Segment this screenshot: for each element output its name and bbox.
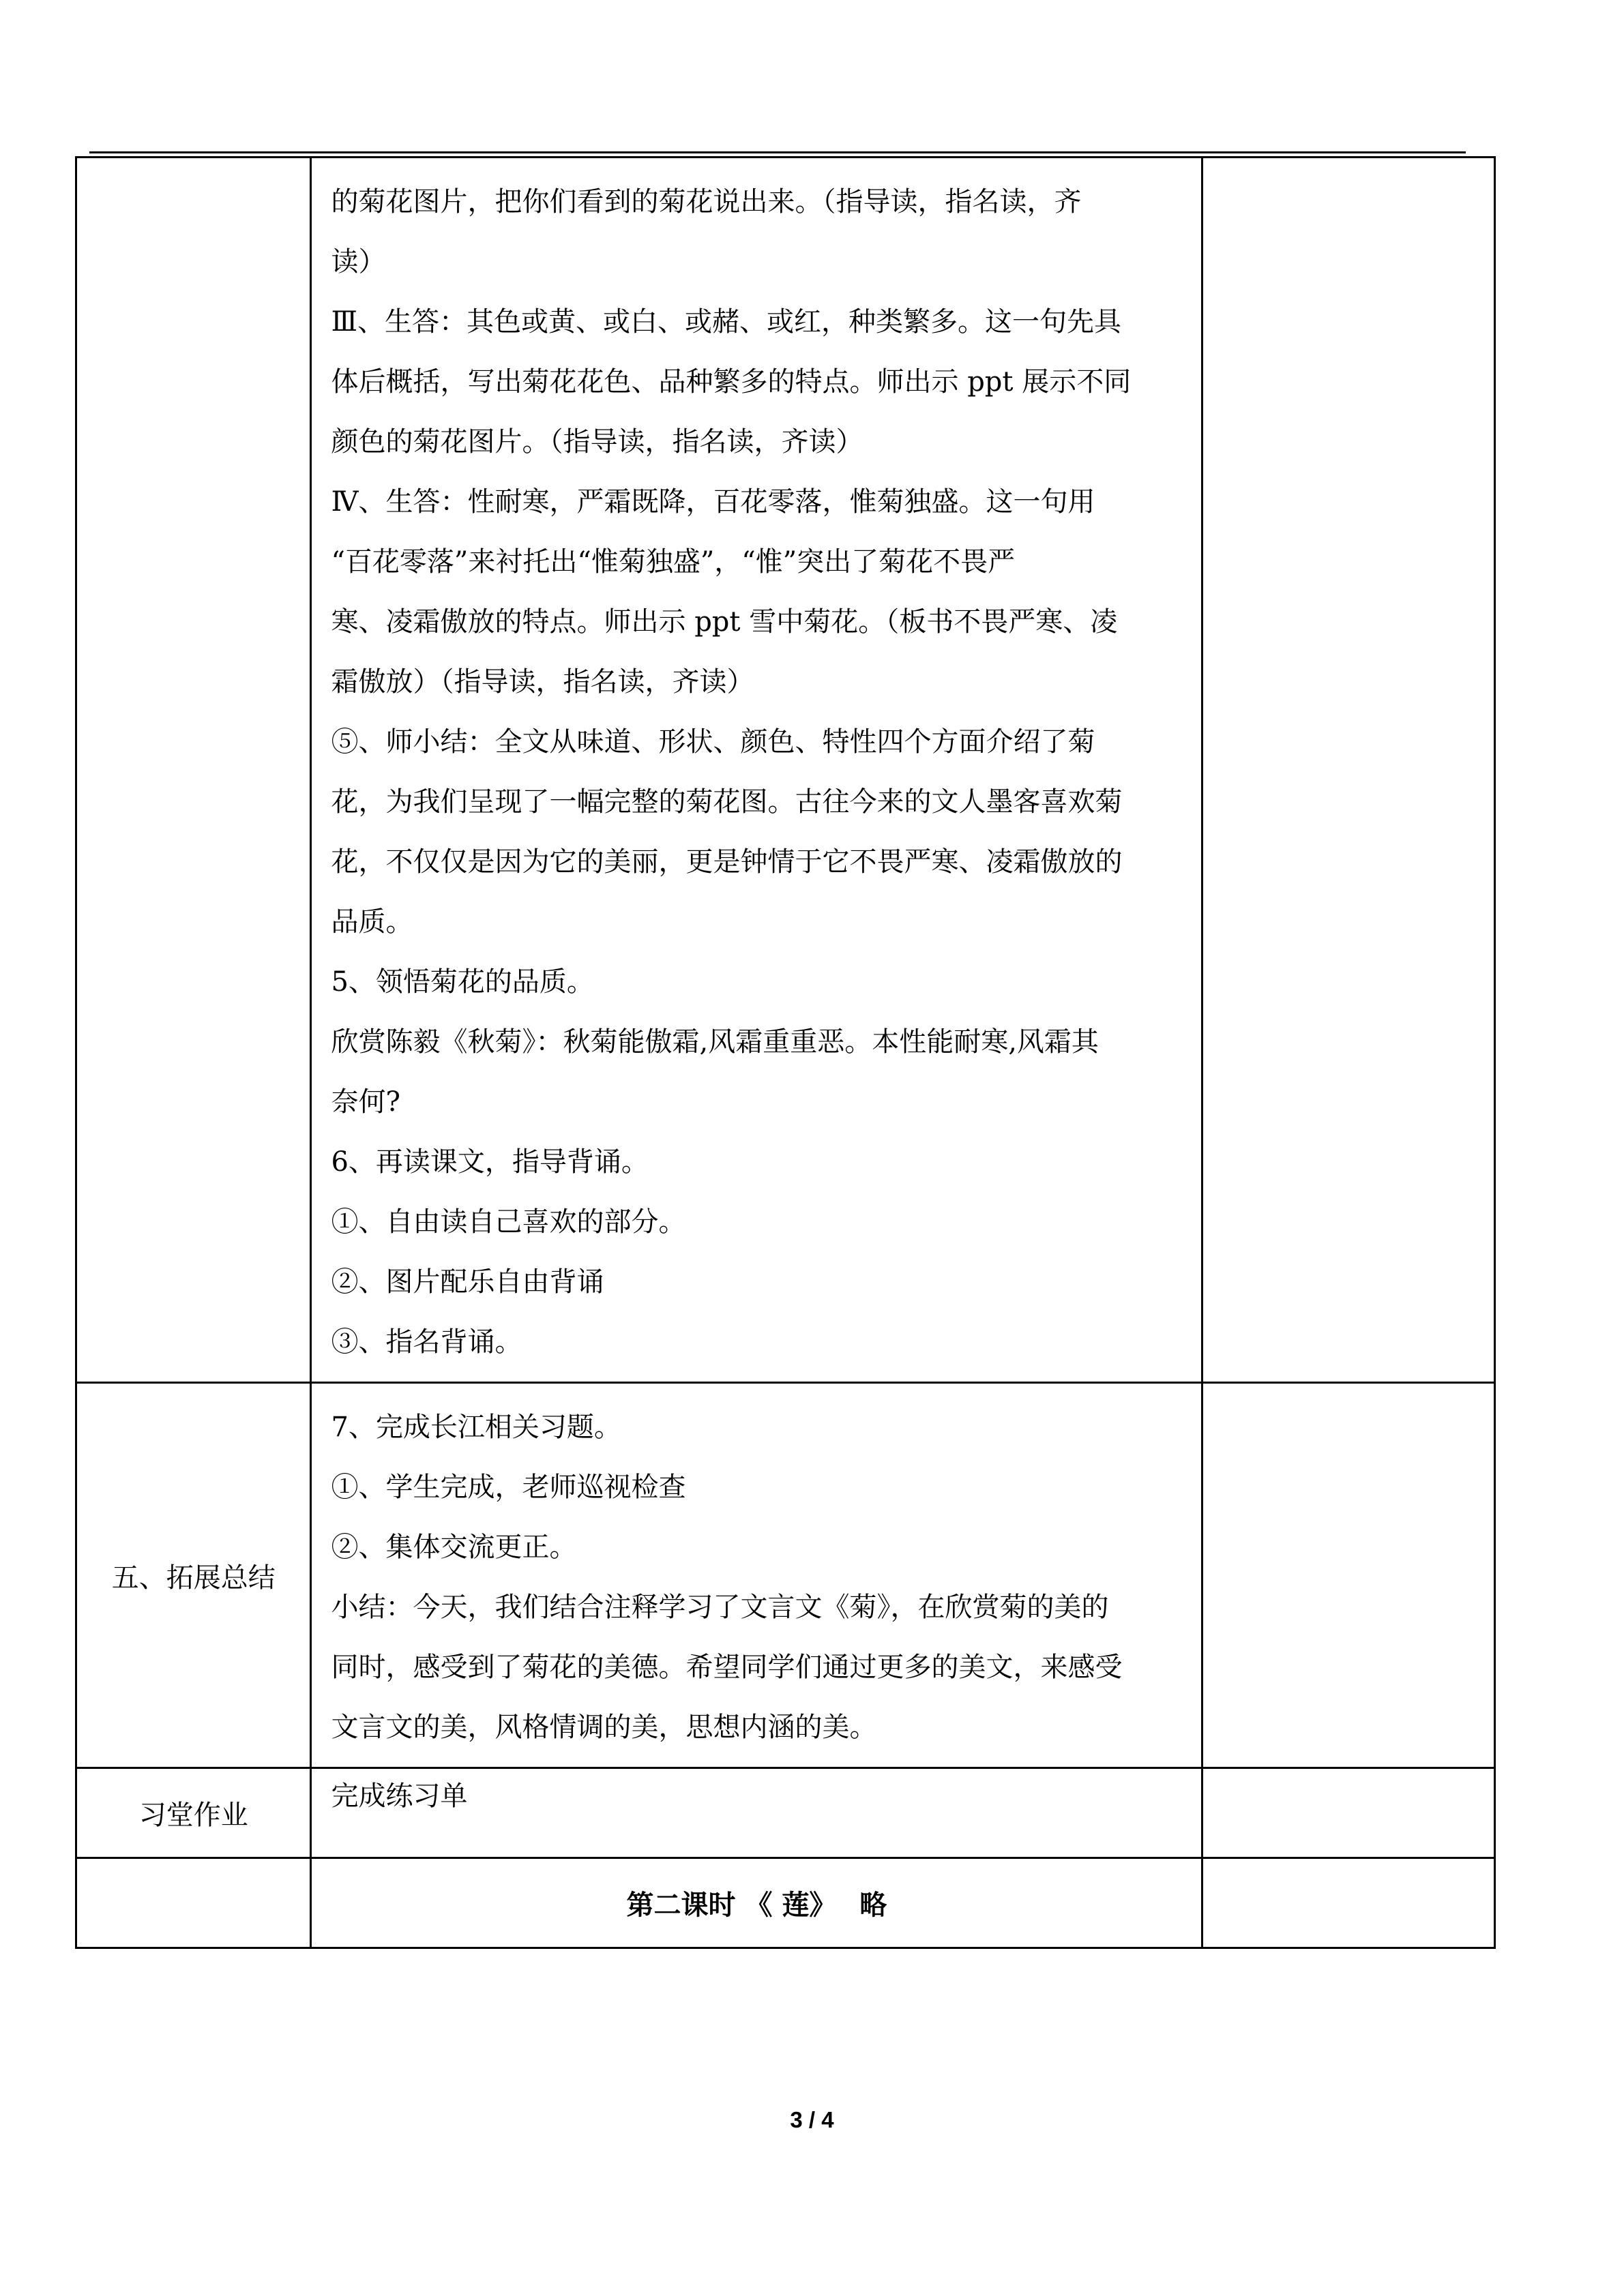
- text-line: Ⅳ、生答：性耐寒，严霜既降，百花零落，惟菊独盛。这一句用: [331, 486, 1095, 518]
- lesson-plan-table: [75, 156, 1496, 1949]
- stage-label-summary: 五、拓展总结: [76, 1383, 311, 1768]
- content-cell-summary: [311, 1383, 1202, 1768]
- text-line: 寒、凌霜傲放的特点。师出示 ppt 雪中菊花。（板书不畏严寒、凌: [331, 606, 1118, 638]
- stage-cell-empty: [76, 1858, 311, 1948]
- stage-label-homework: 习堂作业: [76, 1768, 311, 1858]
- table-row-second-lesson: [76, 1858, 1495, 1948]
- text-line: 欣赏陈毅《秋菊》：秋菊能傲霜,风霜重重恶。本性能耐寒,风霜其: [331, 1026, 1099, 1058]
- text-line: 体后概括，写出菊花花色、品种繁多的特点。师出示 ppt 展示不同: [331, 366, 1132, 398]
- table-row-summary: [76, 1383, 1495, 1768]
- text-line: Ⅲ、生答：其色或黄、或白、或赭、或红，种类繁多。这一句先具: [331, 306, 1122, 338]
- table-row-continued: [76, 158, 1495, 1383]
- homework-text: 完成练习单: [331, 1780, 468, 1812]
- text-line: 霜傲放）（指导读，指名读，齐读）: [331, 666, 754, 698]
- content-cell-continued: [311, 158, 1202, 1383]
- text-line: 同时，感受到了菊花的美德。希望同学们通过更多的美文，来感受: [331, 1652, 1123, 1683]
- text-line: ⑤、师小结：全文从味道、形状、颜色、特性四个方面介绍了菊: [331, 726, 1095, 758]
- continued-text: [312, 158, 1201, 1382]
- notes-cell: [1202, 1858, 1495, 1948]
- second-lesson-title: 第二课时 《 莲》 略: [311, 1858, 1202, 1948]
- text-line: 读）: [331, 246, 386, 278]
- text-line: 花，不仅仅是因为它的美丽，更是钟情于它不畏严寒、凌霜傲放的: [331, 846, 1123, 878]
- text-line: ②、集体交流更正。: [331, 1532, 577, 1563]
- text-line: 小结：今天，我们结合注释学习了文言文《菊》，在欣赏菊的美的: [331, 1592, 1109, 1623]
- text-line: 5、领悟菊花的品质。: [331, 966, 594, 998]
- text-line: 7、完成长江相关习题。: [331, 1412, 621, 1443]
- text-line: 奈何?: [331, 1086, 400, 1118]
- text-line: ①、自由读自己喜欢的部分。: [331, 1206, 686, 1238]
- text-line: 颜色的菊花图片。（指导读，指名读，齐读）: [331, 426, 863, 458]
- page-number: 3 / 4: [790, 2107, 834, 2132]
- text-line: 花，为我们呈现了一幅完整的菊花图。古往今来的文人墨客喜欢菊: [331, 786, 1123, 818]
- notes-cell: [1202, 158, 1495, 1383]
- text-line: ③、指名背诵。: [331, 1326, 522, 1358]
- text-line: 6、再读课文，指导背诵。: [331, 1146, 649, 1178]
- text-line: ①、学生完成，老师巡视检查: [331, 1472, 686, 1503]
- notes-cell: [1202, 1768, 1495, 1858]
- text-line: 文言文的美，风格情调的美，思想内涵的美。: [331, 1712, 877, 1743]
- text-line: “百花零落”来衬托出“惟菊独盛”，“惟”突出了菊花不畏严: [331, 546, 1016, 578]
- summary-text: [312, 1384, 1201, 1767]
- table-row-homework: [76, 1768, 1495, 1858]
- header-rule: [89, 151, 1466, 153]
- text-line: 的菊花图片，把你们看到的菊花说出来。（指导读，指名读，齐: [331, 186, 1082, 218]
- content-cell-homework: [311, 1768, 1202, 1858]
- stage-cell-empty: [76, 158, 311, 1383]
- text-line: ②、图片配乐自由背诵: [331, 1266, 604, 1298]
- notes-cell: [1202, 1383, 1495, 1768]
- text-line: 品质。: [331, 906, 413, 938]
